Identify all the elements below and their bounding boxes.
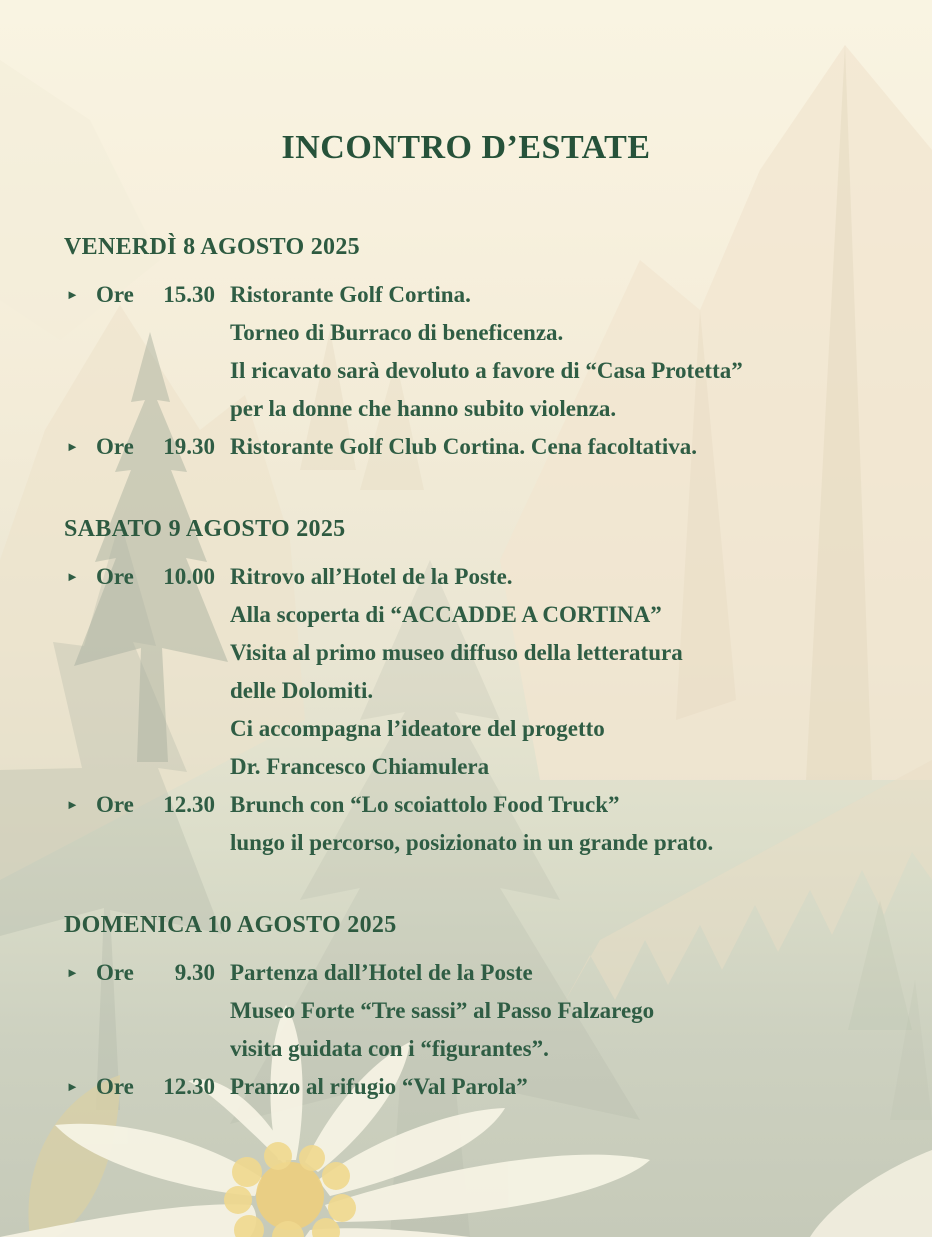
bullet-icon: ► [66, 797, 79, 812]
event-time [96, 786, 215, 824]
event-row [64, 954, 868, 1068]
event-time [96, 1068, 215, 1106]
event-time-value: 15.30 [163, 282, 215, 307]
event-line: Visita al primo museo diffuso della letteratura [230, 640, 683, 665]
event-time-value: 9.30 [174, 960, 215, 985]
event-time [96, 276, 215, 314]
event-description [230, 276, 868, 428]
event-line: Ristorante Golf Cortina. [230, 282, 471, 307]
event-row [64, 276, 868, 428]
event-row [64, 1068, 868, 1106]
event-time-value: 12.30 [163, 1074, 215, 1099]
event-line: Ritrovo all’Hotel de la Poste. [230, 564, 513, 589]
event-time-label: Ore [96, 1074, 134, 1099]
program [64, 232, 868, 1106]
event-line: delle Dolomiti. [230, 678, 374, 703]
event-line: Alla scoperta di “ACCADDE A CORTINA” [230, 602, 662, 627]
event-time [96, 558, 215, 596]
event-line: per la donne che hanno subito violenza. [230, 396, 617, 421]
event-row [64, 558, 868, 786]
event-time-label: Ore [96, 792, 134, 817]
event-line: lungo il percorso, posizionato in un grande prato. [230, 830, 714, 855]
event-description [230, 954, 868, 1068]
event-line: Il ricavato sarà devoluto a favore di “Casa Protetta” [230, 358, 743, 383]
event-time-value: 10.00 [163, 564, 215, 589]
event-line: Dr. Francesco Chiamulera [230, 754, 490, 779]
event-time-label: Ore [96, 282, 134, 307]
event-line: Torneo di Burraco di beneficenza. [230, 320, 564, 345]
program-section [64, 910, 868, 1106]
bullet-icon: ► [66, 965, 79, 980]
event-time-value: 19.30 [163, 434, 215, 459]
page-title: INCONTRO D’ESTATE [281, 129, 651, 166]
event-time-value: 12.30 [163, 792, 215, 817]
bullet-icon: ► [66, 439, 79, 454]
section-heading: SABATO 9 AGOSTO 2025 [64, 516, 346, 542]
bullet-icon: ► [66, 1079, 79, 1094]
event-line: Partenza dall’Hotel de la Poste [230, 960, 533, 985]
event-time-label: Ore [96, 564, 134, 589]
event-line: Ristorante Golf Club Cortina. Cena facoltativa. [230, 434, 697, 459]
event-row [64, 786, 868, 862]
bullet-icon: ► [66, 569, 79, 584]
event-line: Brunch con “Lo scoiattolo Food Truck” [230, 792, 620, 817]
event-line: Ci accompagna l’ideatore del progetto [230, 716, 605, 741]
event-description [230, 428, 868, 466]
event-time [96, 428, 215, 466]
bullet-icon: ► [66, 287, 79, 302]
program-section [64, 232, 868, 466]
event-description [230, 558, 868, 786]
event-row [64, 428, 868, 466]
event-line: visita guidata con i “figurantes”. [230, 1036, 549, 1061]
event-time-label: Ore [96, 960, 134, 985]
event-time [96, 954, 215, 992]
event-line: Museo Forte “Tre sassi” al Passo Falzarego [230, 998, 655, 1023]
event-time-label: Ore [96, 434, 134, 459]
event-description [230, 786, 868, 862]
event-line: Pranzo al rifugio “Val Parola” [230, 1074, 528, 1099]
event-description [230, 1068, 868, 1106]
program-section [64, 514, 868, 862]
section-heading: DOMENICA 10 AGOSTO 2025 [64, 912, 397, 938]
section-heading: VENERDÌ 8 AGOSTO 2025 [64, 234, 360, 260]
